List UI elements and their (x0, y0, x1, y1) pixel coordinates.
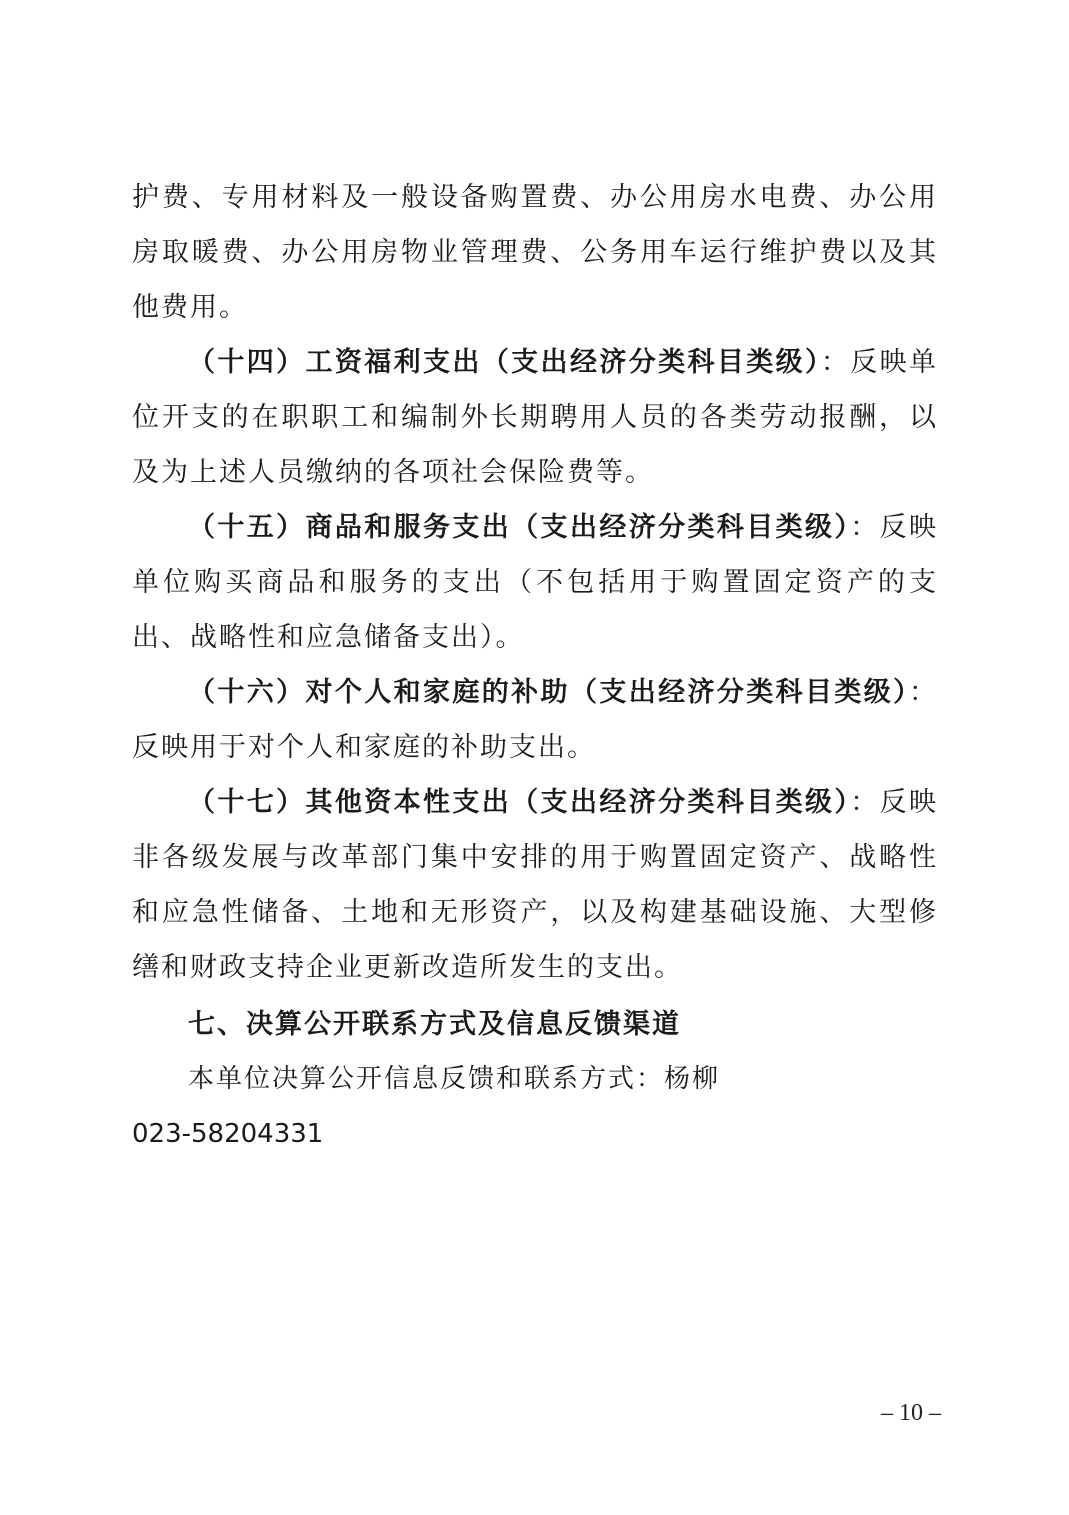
paragraph-lead: （十五）商品和服务支出（支出经济分类科目类级） (188, 512, 851, 543)
paragraph-capital-expenditure (132, 775, 938, 995)
document-body (132, 170, 938, 1162)
paragraph-continuation: 护费、专用材料及一般设备购置费、办公用房水电费、办公用房取暖费、办公用房物业管理费、公务用车运行维护费以及其他费用。 (132, 182, 938, 323)
paragraph-household-subsidy (132, 665, 938, 775)
paragraph-body: ：反映单位开支的在职职工和编制外长期聘用人员的各类劳动报酬，以及为上述人员缴纳的各项社会保险费等。 (132, 347, 938, 488)
paragraph-lead: （十四）工资福利支出（支出经济分类科目类级） (188, 347, 821, 378)
section-heading: 七、决算公开联系方式及信息反馈渠道 (188, 1009, 681, 1040)
paragraph-body: ：反映用于对个人和家庭的补助支出。 (132, 677, 938, 763)
contact-phone: 023-58204331 (132, 1119, 324, 1149)
paragraph-wages-benefits (132, 335, 938, 500)
paragraph-body: ：反映非各级发展与改革部门集中安排的用于购置固定资产、战略性和应急性储备、土地和无形资产，以及构建基础设施、大型修缮和财政支持企业更新改造所发生的支出。 (132, 787, 939, 983)
paragraph-goods-services (132, 500, 938, 665)
contact-line: 本单位决算公开信息反馈和联系方式：杨柳 (188, 1064, 721, 1094)
paragraph-body: ：反映单位购买商品和服务的支出（不包括用于购置固定资产的支出、战略性和应急储备支出）。 (132, 512, 939, 653)
paragraph-lead: （十六）对个人和家庭的补助（支出经济分类科目类级） (188, 677, 909, 708)
paragraph-lead: （十七）其他资本性支出（支出经济分类科目类级） (188, 787, 851, 818)
page-number: – 10 – (881, 1400, 941, 1426)
